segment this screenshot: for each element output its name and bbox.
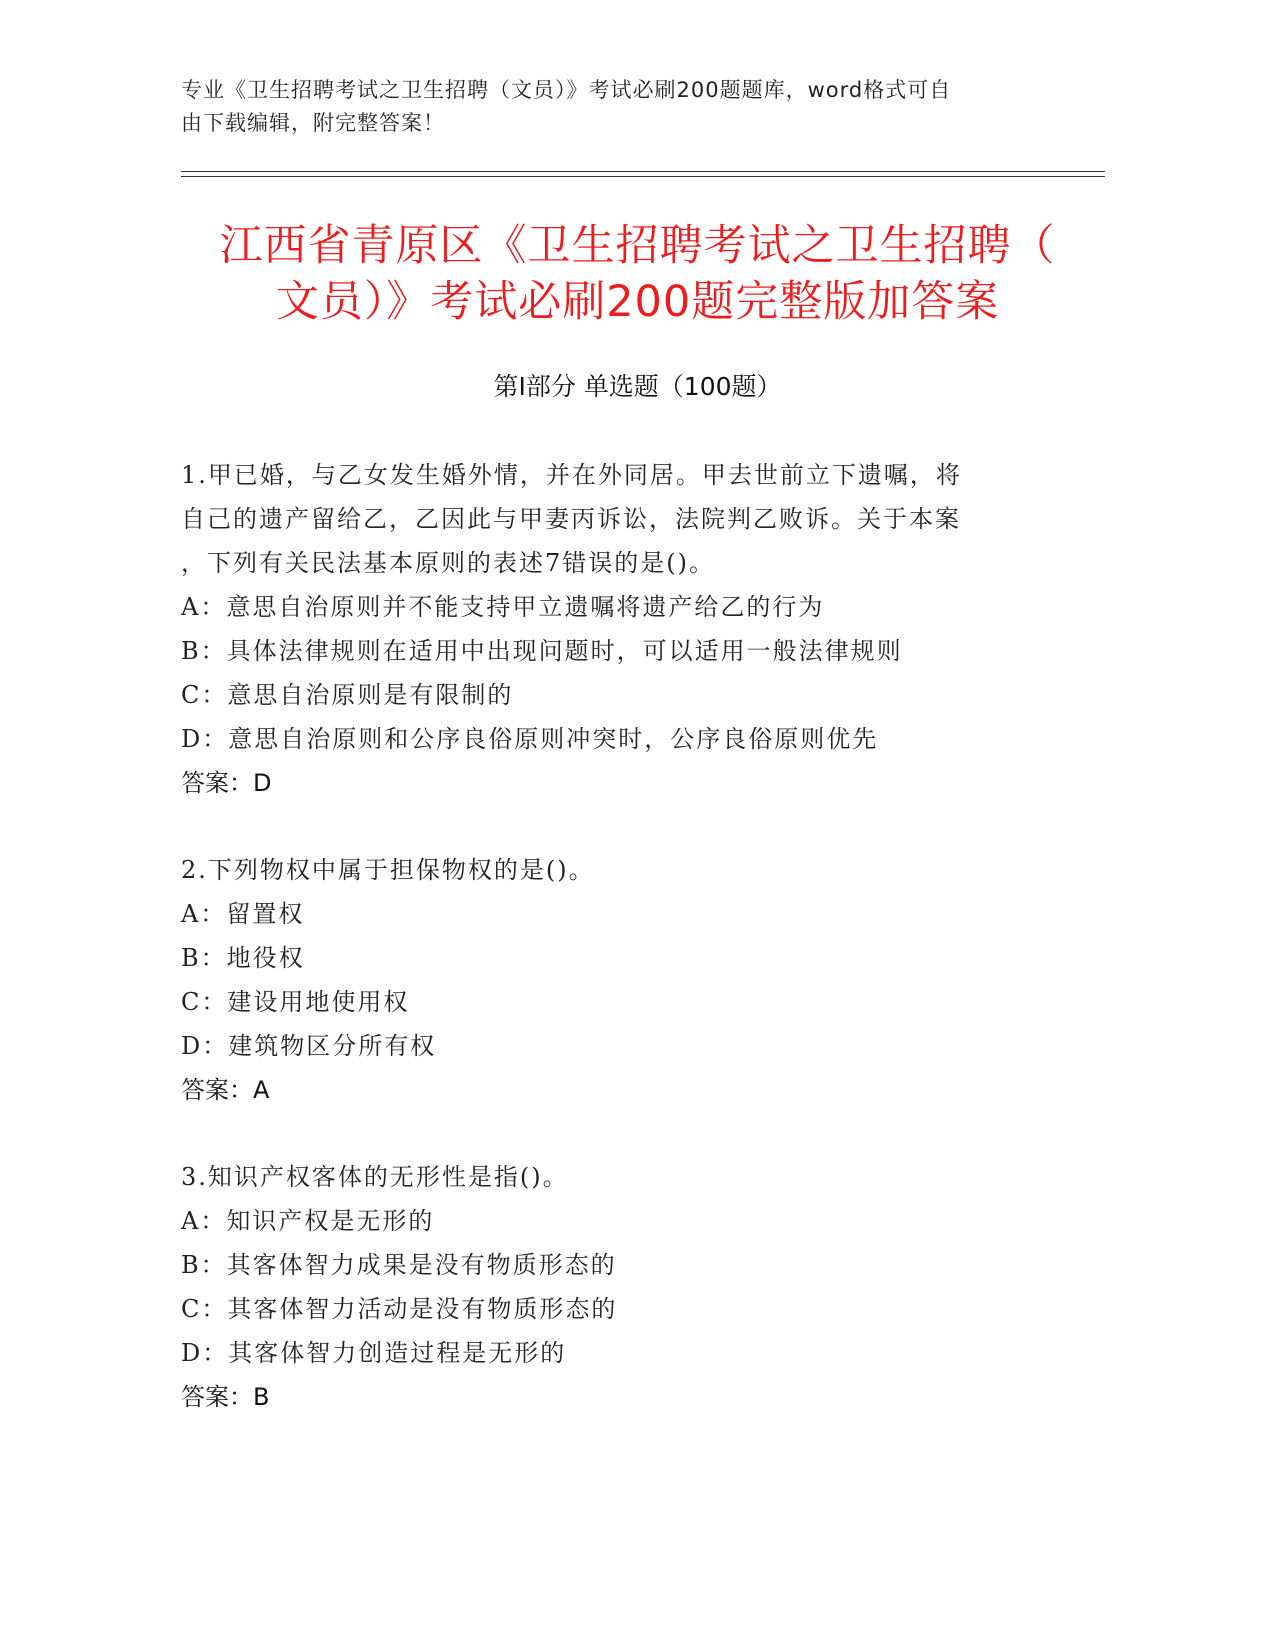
- question-2: [181, 848, 1041, 1112]
- option-b: B：其客体智力成果是没有物质形态的: [181, 1251, 617, 1279]
- option-a: A：意思自治原则并不能支持甲立遗嘱将遗产给乙的行为: [181, 593, 825, 621]
- document-title-line-1: 江西省青原区《卫生招聘考试之卫生招聘（: [219, 221, 1056, 271]
- section-heading: 第Ⅰ部分 单选题（100题）: [493, 372, 782, 401]
- option-d: D：其客体智力创造过程是无形的: [181, 1339, 567, 1367]
- header-note: [181, 74, 1061, 140]
- option-d: D：意思自治原则和公序良俗原则冲突时，公序良俗原则优先: [181, 725, 879, 753]
- header-note-line-1: 专业《卫生招聘考试之卫生招聘（文员）》考试必刷200题题库，word格式可自: [181, 78, 952, 102]
- option-c: C：其客体智力活动是没有物质形态的: [181, 1295, 618, 1323]
- header-divider-top: [181, 171, 1105, 172]
- question-stem-line: 2.下列物权中属于担保物权的是()。: [181, 856, 595, 884]
- option-a: A：留置权: [181, 900, 305, 928]
- question-stem-line: 自己的遗产留给乙，乙因此与甲妻丙诉讼，法院判乙败诉。关于本案: [181, 505, 961, 533]
- question-list: [181, 453, 1041, 1462]
- answer: 答案：D: [181, 769, 272, 797]
- question-3: [181, 1155, 1041, 1419]
- option-b: B：地役权: [181, 944, 305, 972]
- document-title-line-2: 文员）》考试必刷200题完整版加答案: [275, 277, 1000, 327]
- question-stem-line: 1.甲已婚，与乙女发生婚外情，并在外同居。甲去世前立下遗嘱，将: [181, 461, 962, 489]
- header-note-line-2: 由下载编辑，附完整答案！: [181, 111, 445, 135]
- option-c: C：建设用地使用权: [181, 988, 410, 1016]
- document-title: [150, 218, 1125, 330]
- option-a: A：知识产权是无形的: [181, 1207, 435, 1235]
- option-d: D：建筑物区分所有权: [181, 1032, 437, 1060]
- question-1: [181, 453, 1041, 805]
- question-stem-line: ，下列有关民法基本原则的表述7错误的是()。: [181, 549, 715, 577]
- option-b: B：具体法律规则在适用中出现问题时，可以适用一般法律规则: [181, 637, 903, 665]
- answer: 答案：A: [181, 1076, 270, 1104]
- answer: 答案：B: [181, 1383, 270, 1411]
- option-c: C：意思自治原则是有限制的: [181, 681, 514, 709]
- question-stem-line: 3.知识产权客体的无形性是指()。: [181, 1163, 569, 1191]
- header-divider-bottom: [181, 176, 1105, 177]
